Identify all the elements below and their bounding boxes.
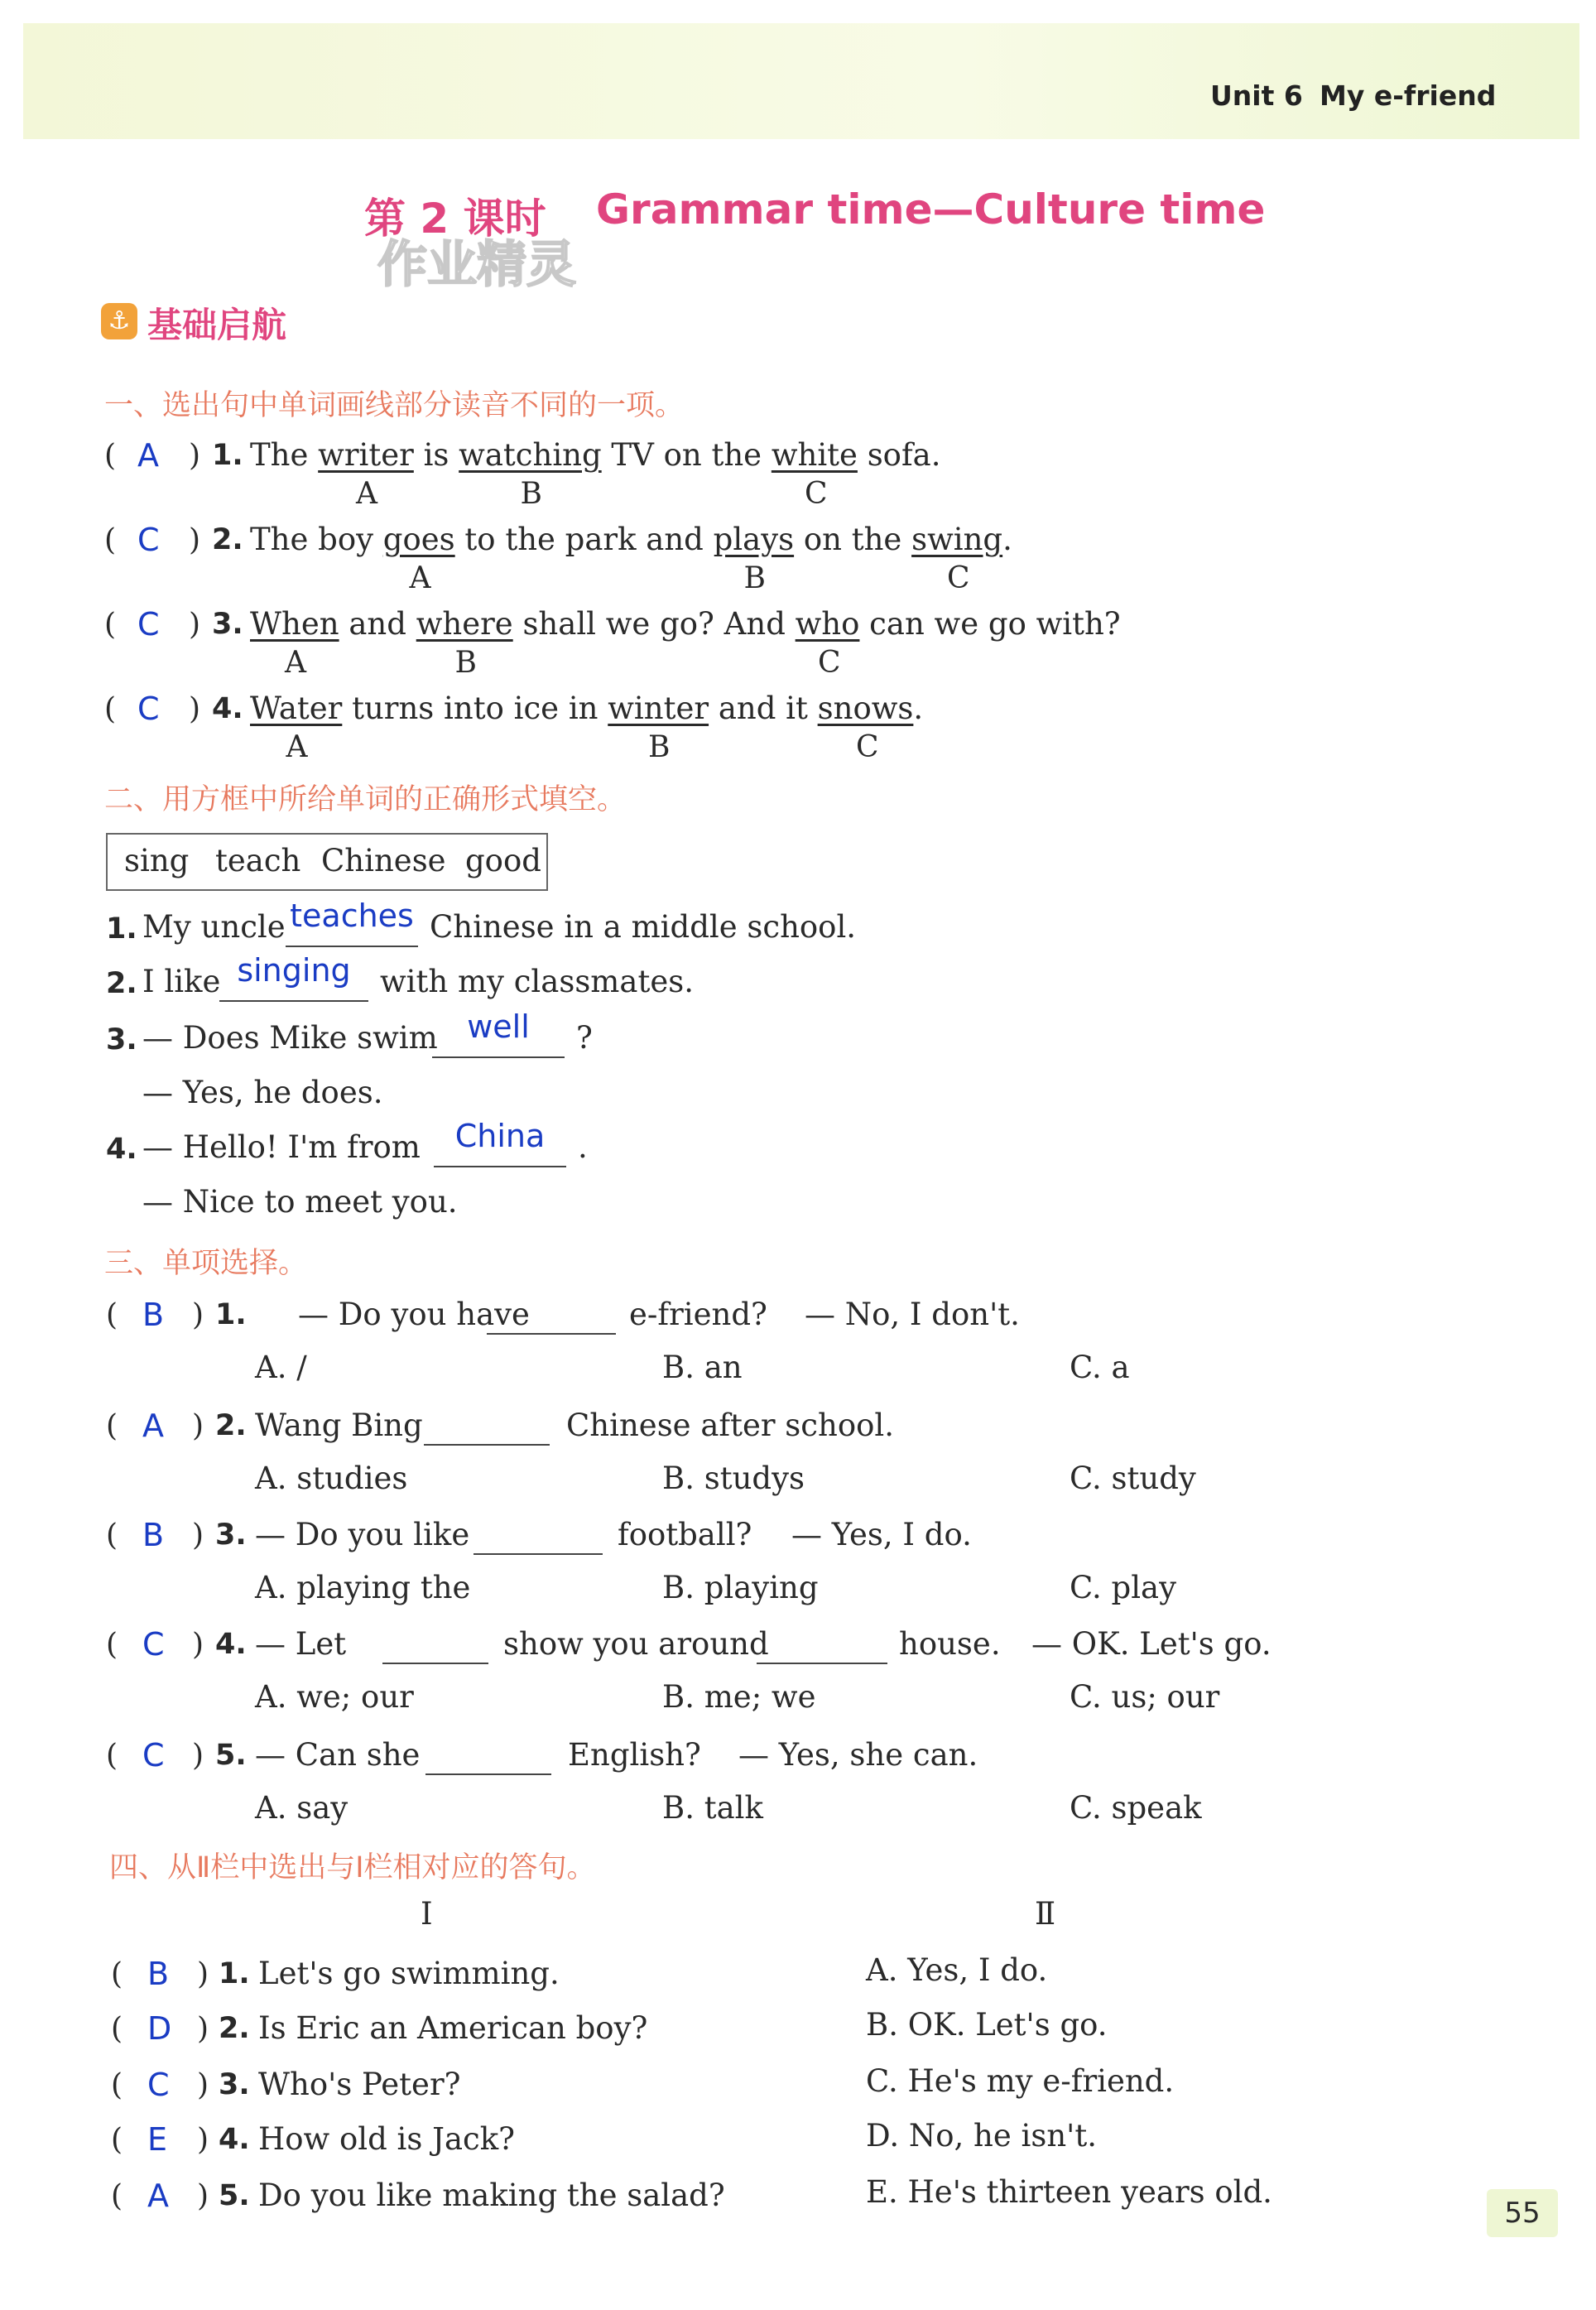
question-sentence (250, 691, 923, 726)
sentence-after: Chinese in a middle school. (430, 909, 857, 945)
column-1-header: Ⅰ (421, 1896, 433, 1932)
underlined-word: where (416, 606, 513, 642)
question-text: Let's go swimming. (258, 1956, 560, 1991)
question-number: 4. (215, 1628, 247, 1661)
option-letter: A (409, 561, 431, 595)
question-text: — Can she (255, 1737, 421, 1773)
option-letter: A (286, 730, 308, 764)
answer-choice: C (137, 522, 160, 558)
question-number: 5. (215, 1739, 247, 1772)
sentence-text: The boy (250, 522, 383, 557)
option-b: B. playing (662, 1570, 819, 1605)
match-option: C. He's my e-friend. (866, 2063, 1175, 2099)
answer-blank-line (425, 1773, 551, 1775)
question-text: — OK. Let's go. (1031, 1626, 1272, 1662)
answer-paren-close: ) (192, 1518, 204, 1552)
section-title: 基础启航 (147, 305, 287, 345)
option-letter: B (743, 561, 766, 595)
option-c: C. speak (1070, 1790, 1202, 1826)
question-number: 4. (106, 1133, 137, 1166)
fill-answer: well (467, 1008, 530, 1045)
underlined-word: white (771, 437, 858, 473)
answer-choice: B (147, 1956, 170, 1992)
unit-label: Unit 6 (1210, 79, 1303, 112)
word-box-word: Chinese (321, 843, 446, 878)
watermark: 作业精灵 (377, 236, 576, 294)
option-letter: B (520, 477, 542, 511)
match-option: B. OK. Let's go. (866, 2007, 1108, 2043)
question-text: e-friend? (629, 1297, 767, 1332)
fill-answer: China (454, 1118, 546, 1154)
sentence-text: on the (794, 522, 912, 557)
question-number: 1. (219, 1957, 250, 1990)
answer-paren-close: ) (197, 1957, 209, 1991)
answer-paren-open: ( (111, 2123, 123, 2157)
answer-choice: C (137, 606, 160, 642)
answer-paren-open: ( (104, 439, 117, 473)
question-number: 2. (106, 967, 137, 1000)
sentence-text: sofa. (857, 437, 941, 473)
answer-paren-open: ( (104, 523, 117, 557)
answer-blank-line (219, 1000, 368, 1002)
fill-answer: singing (237, 952, 351, 989)
answer-blank-line (487, 1333, 616, 1335)
question-text: show you around (503, 1626, 769, 1662)
sentence-before: — Does Mike swim (142, 1020, 438, 1056)
answer-paren-open: ( (106, 1298, 118, 1332)
option-c: C. us; our (1070, 1679, 1220, 1715)
sentence-after: . (578, 1129, 588, 1165)
question-sentence (250, 522, 1012, 557)
answer-paren-close: ) (192, 1739, 204, 1773)
underlined-word: writer (318, 437, 414, 473)
option-letter: C (947, 561, 970, 595)
question-text: house. (899, 1626, 1001, 1662)
question-number: 1. (215, 1298, 247, 1331)
question-sentence (250, 437, 940, 473)
option-letter: B (454, 646, 477, 680)
answer-paren-close: ) (189, 692, 201, 726)
question-number: 3. (212, 608, 243, 641)
question-text: — No, I don't. (805, 1297, 1020, 1332)
option-letter: B (648, 730, 671, 764)
question-text: How old is Jack? (258, 2121, 515, 2157)
answer-paren-open: ( (111, 2068, 123, 2102)
sentence-text: . (913, 691, 924, 726)
question-text: Is Eric an American boy? (258, 2010, 648, 2046)
word-box-word: sing (124, 843, 190, 878)
answer-blank-line (424, 1444, 550, 1446)
fill-answer: teaches (290, 898, 414, 934)
question-text: Wang Bing (255, 1408, 423, 1443)
question-text: Chinese after school. (566, 1408, 894, 1443)
option-a: A. / (255, 1350, 307, 1385)
answer-paren-close: ) (192, 1628, 204, 1662)
question-number: 4. (219, 2123, 250, 2156)
answer-paren-open: ( (106, 1409, 118, 1443)
answer-blank-line (286, 946, 418, 947)
option-letter: C (856, 730, 879, 764)
answer-paren-open: ( (106, 1628, 118, 1662)
answer-choice: A (147, 2178, 169, 2214)
sentence-before: — Hello! I'm from (142, 1129, 421, 1165)
answer-choice: C (137, 691, 160, 727)
part4-heading: 四、从Ⅱ栏中选出与Ⅰ栏相对应的答句。 (109, 1851, 596, 1884)
sentence-text: is (413, 437, 459, 473)
sentence-text: to the park and (454, 522, 714, 557)
answer-paren-open: ( (104, 608, 117, 642)
answer-choice: B (142, 1297, 165, 1333)
underlined-word: winter (608, 691, 709, 726)
sentence-text: . (1002, 522, 1012, 557)
question-number: 2. (219, 2012, 250, 2045)
underlined-word: who (795, 606, 860, 642)
answer-choice: A (137, 437, 159, 474)
answer-paren-close: ) (189, 523, 201, 557)
page-number: 55 (1487, 2189, 1558, 2237)
answer-paren-close: ) (189, 439, 201, 473)
option-c: C. play (1070, 1570, 1176, 1605)
match-option: E. He's thirteen years old. (866, 2174, 1272, 2210)
answer-paren-close: ) (192, 1298, 204, 1332)
question-text: Do you like making the salad? (258, 2178, 725, 2213)
option-a: A. say (255, 1790, 349, 1826)
option-c: C. study (1070, 1461, 1196, 1496)
question-number: 1. (212, 439, 243, 472)
question-number: 2. (212, 523, 243, 556)
option-letter: C (805, 477, 828, 511)
answer-choice: E (147, 2121, 168, 2158)
sentence-before: My uncle (142, 909, 286, 945)
answer-paren-open: ( (111, 2012, 123, 2046)
answer-choice: C (142, 1737, 165, 1773)
match-option: D. No, he isn't. (866, 2118, 1097, 2154)
sentence-before: I like (142, 964, 221, 999)
answer-blank-line (432, 1056, 565, 1058)
answer-paren-open: ( (111, 1957, 123, 1991)
question-number: 3. (106, 1023, 137, 1056)
underlined-word: plays (713, 522, 795, 557)
unit-title: My e-friend (1320, 79, 1497, 112)
underlined-word: goes (382, 522, 455, 557)
sentence-text: and (339, 606, 416, 642)
option-letter: C (818, 646, 841, 680)
question-text: — Yes, I do. (791, 1517, 972, 1552)
answer-blank-line (757, 1663, 887, 1664)
answer-choice: A (142, 1408, 164, 1444)
sentence-text: shall we go? And (512, 606, 796, 642)
question-text: — Do you like (255, 1517, 470, 1552)
option-a: A. playing the (255, 1570, 471, 1605)
part3-heading: 三、单项选择。 (104, 1247, 308, 1280)
reply-line: — Yes, he does. (142, 1075, 383, 1110)
question-text: — Do you have (298, 1297, 530, 1332)
answer-choice: D (147, 2010, 172, 2047)
sentence-text: and it (709, 691, 818, 726)
answer-paren-open: ( (106, 1518, 118, 1552)
answer-blank-line (474, 1553, 603, 1555)
word-box-word: good (465, 843, 541, 878)
sentence-text: TV on the (601, 437, 772, 473)
option-letter: A (285, 646, 306, 680)
option-b: B. talk (662, 1790, 763, 1826)
question-text: Who's Peter? (258, 2067, 461, 2102)
underlined-word: watching (459, 437, 602, 473)
question-text: — Let (255, 1626, 347, 1662)
underlined-word: swing (911, 522, 1003, 557)
option-c: C. a (1070, 1350, 1130, 1385)
sentence-text: can we go with? (859, 606, 1121, 642)
answer-paren-close: ) (197, 2068, 209, 2102)
column-2-header: Ⅱ (1035, 1896, 1056, 1932)
underlined-word: snows (817, 691, 914, 726)
answer-blank-line (434, 1166, 566, 1167)
lesson-number: 第 2 课时 (364, 195, 546, 243)
option-letter: A (356, 477, 377, 511)
option-a: A. studies (255, 1461, 408, 1496)
answer-paren-close: ) (197, 2123, 209, 2157)
answer-paren-close: ) (197, 2179, 209, 2213)
sentence-text: The (250, 437, 319, 473)
option-a: A. we; our (255, 1679, 414, 1715)
answer-blank-line (382, 1663, 488, 1664)
part1-heading: 一、选出句中单词画线部分读音不同的一项。 (104, 389, 685, 422)
answer-choice: C (147, 2067, 170, 2103)
underlined-word: When (250, 606, 339, 642)
answer-paren-close: ) (189, 608, 201, 642)
question-number: 1. (106, 912, 137, 946)
question-number: 3. (215, 1518, 247, 1552)
answer-paren-close: ) (192, 1409, 204, 1443)
sentence-text: turns into ice in (342, 691, 608, 726)
question-number: 4. (212, 692, 243, 725)
option-b: B. studys (662, 1461, 805, 1496)
sentence-after: with my classmates. (380, 964, 694, 999)
answer-paren-open: ( (106, 1739, 118, 1773)
question-number: 5. (219, 2179, 250, 2212)
word-box-word: teach (215, 843, 301, 878)
match-option: A. Yes, I do. (866, 1952, 1048, 1988)
lesson-title: Grammar time—Culture time (596, 185, 1266, 233)
question-text: English? (568, 1737, 701, 1773)
question-number: 2. (215, 1409, 247, 1442)
answer-choice: C (142, 1626, 165, 1663)
answer-paren-open: ( (111, 2179, 123, 2213)
question-text: football? (618, 1517, 752, 1552)
option-b: B. me; we (662, 1679, 816, 1715)
question-sentence (250, 606, 1121, 642)
anchor-icon: ⚓ (101, 303, 137, 339)
part2-heading: 二、用方框中所给单词的正确形式填空。 (104, 783, 627, 816)
reply-line: — Nice to meet you. (142, 1184, 458, 1220)
sentence-after: ? (576, 1020, 593, 1056)
option-b: B. an (662, 1350, 743, 1385)
answer-paren-open: ( (104, 692, 117, 726)
question-text: — Yes, she can. (738, 1737, 978, 1773)
answer-choice: B (142, 1517, 165, 1553)
underlined-word: Water (250, 691, 343, 726)
answer-paren-close: ) (197, 2012, 209, 2046)
question-number: 3. (219, 2068, 250, 2101)
